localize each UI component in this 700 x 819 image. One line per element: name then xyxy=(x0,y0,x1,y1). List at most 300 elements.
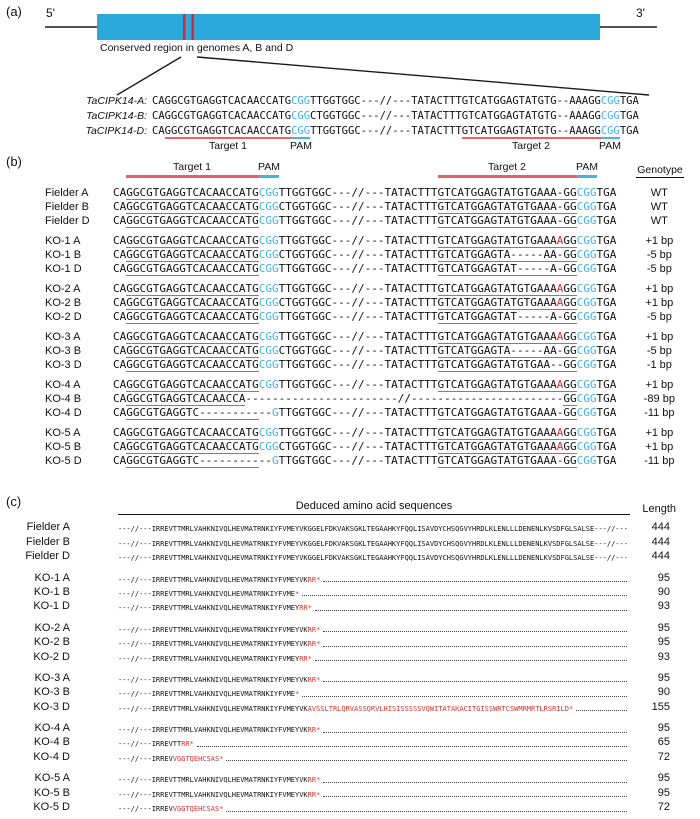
sequence-segment: ---//---IRREVTTMRLVAHKNIVQLHEVMATRNKIYFVMEY xyxy=(118,654,300,663)
sequence-segment: * xyxy=(295,589,300,598)
pam2-label: PAM xyxy=(576,161,598,173)
sequence-segment: CGG xyxy=(258,248,279,261)
genotype-value: -5 bp xyxy=(646,311,672,323)
sequence-segment: GTCATGGAGTATGTGAAA xyxy=(437,378,557,391)
sequence-group xyxy=(0,770,700,813)
genotype-value: WT xyxy=(650,201,668,213)
sequence-segment: CGG xyxy=(576,426,597,439)
sequence-segment: CGG xyxy=(258,426,279,439)
row-label: KO-2 D xyxy=(45,311,82,323)
sequence-segment: CTGGTGGC---//---TATACTTTGTCATGGAGTATGTG--AAAGG xyxy=(310,110,601,122)
sequence-segment: GTCATGGAGTATGTG--AAAGG xyxy=(461,125,601,137)
sequence-segment: ---//---IRREVTTMRLVAHKNIVQLHEVMATRNKIYFVMEYVKGGELFDKVAKSGKLTEGAAHKYFQQLISAVDYCHSQGVYHRDLKLENLLLDENENLKVSDFGLSALSE---//--- xyxy=(118,554,628,563)
sequence-segment: ---//---IRREVTTMRLVAHKNIVQLHEVMATRNKIYFVME xyxy=(118,589,296,598)
row-ko-4-b xyxy=(0,392,700,406)
sequence-segment: RR* xyxy=(307,776,321,785)
sequence-segment: GGCGTGAGGTCACAACCATG xyxy=(126,262,259,275)
row-ko-5-d xyxy=(0,454,700,468)
sequence-segment: CGG xyxy=(258,330,279,343)
sequence xyxy=(118,791,630,799)
sequence-segment: TGA xyxy=(619,125,639,137)
sequence-segment: -----------------------//----------------------- xyxy=(245,392,564,405)
sequence-segment: TGA xyxy=(596,234,617,247)
sequence-segment: A xyxy=(556,378,564,391)
length-value: 95 xyxy=(657,772,670,785)
genotype-value: -5 bp xyxy=(646,249,672,261)
sequence-group xyxy=(0,720,700,763)
sequence-segment: CGG xyxy=(258,344,279,357)
dotted-leader xyxy=(323,681,627,682)
row-tacipk14-a xyxy=(0,95,700,110)
row-ko-1-b xyxy=(0,584,700,598)
sequence-segment: GG xyxy=(563,330,577,343)
sequence-segment: VGGTQEHCSAS* xyxy=(172,805,224,814)
pam2-label: PAM xyxy=(599,140,621,152)
sequence-segment: TGA xyxy=(596,454,617,467)
dotted-leader xyxy=(315,610,627,611)
sequence-segment: CGG xyxy=(576,262,597,275)
sequence-segment: RR* xyxy=(299,604,312,613)
sequence-group xyxy=(0,426,700,468)
sequence-segment: ---//---IRREVTTMRLVAHKNIVQLHEVMATRNKIYFVMEYVKGGELFDKVAKSGKLTEGAAHKYFQQLISAVDYCHSQGVYHRDLKLENLLLDENENLKVSDFGLSALSE---//--- xyxy=(118,525,628,534)
length-value: 95 xyxy=(657,786,670,799)
row-label: TaCIPK14-A: xyxy=(86,95,147,107)
length-value: 93 xyxy=(657,650,670,663)
sequence-segment: GGCGTGAGGTCACAACCATG xyxy=(126,214,259,227)
sequence-segment: ---//---IRREVTTMRLVAHKNIVQLHEVMATRNKIYFVMEYVK xyxy=(118,790,308,799)
row-label: KO-4 D xyxy=(45,407,82,419)
genotype-header: Genotype xyxy=(637,164,683,176)
sequence xyxy=(118,805,630,813)
sequence-segment: CA xyxy=(113,358,127,371)
length-value: 95 xyxy=(657,722,670,735)
length-value: 72 xyxy=(657,801,670,814)
zoom-connector-right xyxy=(197,57,649,95)
sequence-group xyxy=(0,569,700,612)
sequence-segment: TTGGTGGC---//---TATACTTT xyxy=(278,454,438,467)
row-ko-5-b xyxy=(0,440,700,454)
sequence-segment: GGCGTGAGGTCACAACCATG xyxy=(126,248,259,261)
sequence-segment: GGCGTGAGGTCACAACCATG xyxy=(126,330,259,343)
sequence-segment: TTGGTGGC---//---TATACTTT xyxy=(278,186,438,199)
sequence-segment: CAGGCGTGAGGTCACAACCATG xyxy=(152,95,292,107)
sequence-segment: TGA xyxy=(596,344,617,357)
sequence-segment: TTGGTGGC---//---TATACTTT xyxy=(310,125,462,137)
sequence-segment: TTGGTGGC---//---TATACTTT xyxy=(278,426,438,439)
panel-a-label: (a) xyxy=(6,4,22,19)
sequence-segment: GGCGTGAGGTC--------- xyxy=(126,454,259,467)
sequence-segment: ---//---IRREVTTMRLVAHKNIVQLHEVMATRNKIYFVMEYVKGGELFDKVAKSGKLTEGAAHKYFQQLISAVDYCHSQGVYHRDLKLENLLLDENENLKVSDFGLSALSE---//--- xyxy=(118,539,628,548)
sequence xyxy=(118,540,630,548)
sequence-segment: CGG xyxy=(600,110,620,122)
row-label: TaCIPK14-D: xyxy=(85,125,147,137)
sequence xyxy=(113,330,616,343)
sequence-segment: ---//---IRREVTTMRLVAHKNIVQLHEVMATRNKIYFVMEY xyxy=(118,604,300,613)
sequence-segment: CGG xyxy=(258,186,279,199)
sequence-segment: GTCATGGAGTATGTGAAA xyxy=(437,234,557,247)
row-label: KO-1 B xyxy=(45,249,82,261)
sequence-segment: CA xyxy=(113,426,127,439)
row-label: KO-4 A xyxy=(45,379,81,391)
sequence-segment: TTGGTGGC---//---TATACTTTGTCATGGAGTATGTG--AAAGG xyxy=(310,95,601,107)
sequence-segment: A xyxy=(556,330,564,343)
sequence-segment: TGA xyxy=(596,330,617,343)
row-ko-2-b xyxy=(0,296,700,310)
row-label: Fielder A xyxy=(45,187,89,199)
sequence-segment: GG xyxy=(563,296,577,309)
sequence-segment: GGCGTGAGGTCACAACCATG xyxy=(126,440,259,453)
genotype-value: +1 bp xyxy=(645,331,674,343)
row-label: Fielder A xyxy=(26,521,70,534)
sequence-segment: GTCATGGAGTATGTGAAA-GG xyxy=(437,214,577,227)
sequence-segment: CA xyxy=(113,282,127,295)
length-value: 90 xyxy=(657,686,670,699)
sequence-segment: GGCGTGAGGTCACAACCATG xyxy=(126,310,259,323)
sequence xyxy=(152,125,639,137)
sequence-segment: CGG xyxy=(258,440,279,453)
sequence-segment: ---//---IRREV xyxy=(118,754,173,763)
row-label: KO-1 D xyxy=(33,600,70,613)
sequence xyxy=(113,282,616,295)
sequence-segment: TGA xyxy=(596,378,617,391)
row-label: Fielder D xyxy=(45,215,90,227)
genotype-value: -1 bp xyxy=(646,359,672,371)
target2-label: Target 2 xyxy=(488,161,526,173)
sequence-segment: TGA xyxy=(596,282,617,295)
row-label: KO-2 A xyxy=(45,283,81,295)
sequence-segment: TGA xyxy=(596,406,617,419)
sequence-segment: ---//---IRREV xyxy=(118,805,173,814)
pam1-label: PAM xyxy=(258,161,280,173)
sequence-segment: A xyxy=(556,282,564,295)
sequence xyxy=(118,755,630,763)
alignment-header xyxy=(0,160,700,186)
sequence-segment: GGCGTGAGGTCACAACCATG xyxy=(126,426,259,439)
zoom-connector-left xyxy=(117,57,181,95)
sequence-segment: CA xyxy=(113,296,127,309)
sequence-segment: TGA xyxy=(596,200,617,213)
sequence-segment: GTCATGGAGTATGTGAAA xyxy=(437,282,557,295)
sequence-segment: GTCATGGAGTATGTGAAA xyxy=(437,440,557,453)
sequence-segment: ---//---IRREVTTMRLVAHKNIVQLHEVMATRNKIYFVMEYVK xyxy=(118,675,308,684)
dotted-leader xyxy=(226,760,627,761)
sequence-segment: CGG xyxy=(576,440,597,453)
sequence-segment: * xyxy=(295,690,300,699)
row-label: KO-2 D xyxy=(33,650,70,663)
sequence-segment: GGCGTGAGGTC--------- xyxy=(126,406,259,419)
row-ko-3-d xyxy=(0,358,700,372)
sequence xyxy=(113,310,616,323)
row-ko-1-a xyxy=(0,234,700,248)
sequence-segment: GG xyxy=(563,426,577,439)
sequence-segment: TGA xyxy=(596,248,617,261)
sequence-segment: TTGGTGGC---//---TATACTTT xyxy=(278,282,438,295)
sequence-group xyxy=(0,330,700,372)
dotted-leader xyxy=(197,746,627,747)
sequence-segment: AVSSLTRLQRVASSQRVLHISISSSSSVQWITATAKACITGISSWRTCSWMRMRTLRSRILD* xyxy=(307,704,574,713)
row-label: KO-5 B xyxy=(45,441,82,453)
row-label: KO-4 A xyxy=(34,722,70,735)
row-label: Fielder D xyxy=(25,550,70,563)
sequence-group xyxy=(0,282,700,324)
length-value: 65 xyxy=(657,736,670,749)
sequence xyxy=(113,344,616,357)
sequence-segment: CTGGTGGC---//---TATACTTT xyxy=(278,296,438,309)
row-tacipk14-b xyxy=(0,110,700,125)
sequence-segment: GGCGTGAGGTCACAACCATG xyxy=(126,234,259,247)
row-ko-2-d xyxy=(0,648,700,662)
row-fielder-a xyxy=(0,519,700,533)
row-ko-2-d xyxy=(0,310,700,324)
sequence-segment: GTCATGGAGTAT-----A-GG xyxy=(437,310,577,323)
length-value: 444 xyxy=(651,535,670,548)
sequence-segment: CTGGTGGC---//---TATACTTT xyxy=(278,200,438,213)
sequence-segment: CGG xyxy=(258,310,279,323)
sequence-segment: GGCGTGAGGTCACAACCATG xyxy=(126,378,259,391)
sequence-segment: GGCGTGAGGTCACAACCATG xyxy=(126,296,259,309)
protein-header xyxy=(0,500,700,515)
sequence-segment: GGCGTGAGGTCACAACCATG xyxy=(126,344,259,357)
row-fielder-b xyxy=(0,200,700,214)
row-label: KO-3 B xyxy=(33,686,70,699)
sequence-segment: CGG xyxy=(576,344,597,357)
genotype-value: +1 bp xyxy=(645,441,674,453)
conserved-site-tick-1 xyxy=(183,14,185,40)
sequence-segment: CA xyxy=(113,234,127,247)
row-label: KO-3 D xyxy=(33,700,70,713)
sequence-segment: -- xyxy=(258,406,272,419)
sequence-segment: CA xyxy=(113,248,127,261)
sequence-segment: TTGGTGGC---//---TATACTTT xyxy=(278,310,438,323)
row-label: Fielder B xyxy=(45,201,90,213)
sequence-segment: CGG xyxy=(600,95,620,107)
row-label: Fielder B xyxy=(25,535,70,548)
sequence-segment: CGG xyxy=(576,200,597,213)
target1-label: Target 1 xyxy=(173,161,211,173)
conserved-region-caption: Conserved region in genomes A, B and D xyxy=(100,42,294,54)
row-ko-4-a xyxy=(0,720,700,734)
row-ko-1-b xyxy=(0,248,700,262)
sequence-segment: TTGGTGGC---//---TATACTTT xyxy=(278,330,438,343)
genotype-header-cell xyxy=(631,160,689,178)
sequence xyxy=(118,690,630,698)
sequence-segment: CA xyxy=(113,186,127,199)
sequence xyxy=(113,406,616,419)
row-label: KO-3 A xyxy=(45,331,81,343)
length-value: 155 xyxy=(651,700,670,713)
dotted-leader xyxy=(323,631,627,632)
panel-b-alignment xyxy=(0,186,700,468)
row-ko-5-a xyxy=(0,426,700,440)
dotted-leader xyxy=(315,660,627,661)
sequence-segment: TGA xyxy=(596,392,617,405)
sequence xyxy=(118,740,630,748)
sequence-segment: ---//---IRREVTTMRLVAHKNIVQLHEVMATRNKIYFVMEYVK xyxy=(118,575,308,584)
sequence-segment: GTCATGGAGTA-----AA-GG xyxy=(437,248,577,261)
sequence xyxy=(118,726,630,734)
pam2-bar xyxy=(577,175,597,178)
panel-b xyxy=(0,148,700,474)
length-value: 95 xyxy=(657,671,670,684)
sequence-segment: ---//---IRREVTTMRLVAHKNIVQLHEVMATRNKIYFVMEYVK xyxy=(118,704,308,713)
genotype-value: +1 bp xyxy=(645,427,674,439)
sequence-segment: GGCGTGAGGTCACAACCA xyxy=(126,392,246,405)
sequence-segment: CA xyxy=(113,214,127,227)
dotted-leader xyxy=(323,581,627,582)
sequence-segment: CGG xyxy=(600,125,620,137)
sequence-segment: RR* xyxy=(299,654,312,663)
sequence-segment: RR* xyxy=(307,575,321,584)
sequence xyxy=(118,590,630,598)
sequence xyxy=(113,262,616,275)
row-label: KO-4 D xyxy=(33,750,70,763)
sequence-segment: TGA xyxy=(596,440,617,453)
genotype-value: -89 bp xyxy=(643,393,675,405)
panel-c xyxy=(0,486,700,819)
sequence-segment: TTGGTGGC---//---TATACTTT xyxy=(278,214,438,227)
sequence-segment: CGG xyxy=(576,330,597,343)
row-label: KO-1 A xyxy=(34,571,70,584)
genotype-value: +1 bp xyxy=(645,379,674,391)
sequence xyxy=(118,525,630,533)
sequence xyxy=(113,214,616,227)
sequence-segment: GTCATGGAGTATGTGAAA xyxy=(437,330,557,343)
row-label: KO-2 B xyxy=(33,636,70,649)
length-value: 90 xyxy=(657,585,670,598)
gene-bar xyxy=(97,14,600,40)
sequence-segment: G xyxy=(271,454,279,467)
deduced-sequences-title: Deduced amino acid sequences xyxy=(118,500,630,515)
sequence xyxy=(113,454,616,467)
row-ko-2-b xyxy=(0,634,700,648)
sequence-segment: CGG xyxy=(576,310,597,323)
genotype-value: -11 bp xyxy=(644,407,675,419)
sequence xyxy=(113,378,616,391)
row-label: KO-5 B xyxy=(33,786,70,799)
header-target-annotations xyxy=(113,160,617,186)
sequence-segment: CGG xyxy=(258,282,279,295)
sequence-segment: CGG xyxy=(576,214,597,227)
sequence-segment: CGG xyxy=(576,234,597,247)
sequence-segment: CA xyxy=(113,378,127,391)
sequence-group xyxy=(0,95,700,140)
sequence xyxy=(118,705,630,713)
row-ko-1-a xyxy=(0,569,700,583)
sequence-group xyxy=(0,234,700,276)
sequence xyxy=(113,392,616,405)
sequence-segment: CGG xyxy=(576,248,597,261)
sequence-segment: RR* xyxy=(307,640,321,649)
sequence-segment: CA xyxy=(113,330,127,343)
sequence xyxy=(118,626,630,634)
sequence-segment: A xyxy=(556,440,564,453)
sequence-segment: CGG xyxy=(576,454,597,467)
sequence-segment: GTCATGGAGTATGTGAAA-GG xyxy=(437,454,577,467)
panel-b-label: (b) xyxy=(6,154,22,169)
sequence-segment: CTGGTGGC---//---TATACTTT xyxy=(278,344,438,357)
length-value: 444 xyxy=(651,521,670,534)
sequence-segment: GTCATGGAGTA-----AA-GG xyxy=(437,344,577,357)
sequence-segment: CA xyxy=(113,262,127,275)
sequence-segment: CGG xyxy=(576,282,597,295)
row-label: KO-1 D xyxy=(45,263,82,275)
sequence-segment: CA xyxy=(113,344,127,357)
sequence-segment: CGG xyxy=(576,406,597,419)
sequence-segment: TGA xyxy=(596,358,617,371)
sequence-segment: CA xyxy=(113,310,127,323)
sequence-segment: RR* xyxy=(307,726,321,735)
sequence-segment: CGG xyxy=(258,214,279,227)
sequence-segment: CA xyxy=(113,454,127,467)
sequence-segment: GGCGTGAGGTCACAACCATG xyxy=(126,358,259,371)
sequence-segment: CGG xyxy=(258,234,279,247)
sequence-segment: GTCATGGAGTATGTGAAA-GG xyxy=(437,186,577,199)
sequence-segment: TGA xyxy=(596,310,617,323)
sequence-group xyxy=(0,519,700,562)
sequence-segment: GTCATGGAGTATGTGAAA-GG xyxy=(437,406,577,419)
row-ko-4-b xyxy=(0,734,700,748)
sequence xyxy=(113,358,616,371)
row-ko-3-b xyxy=(0,344,700,358)
row-ko-3-d xyxy=(0,698,700,712)
sequence-segment: ---//---IRREVTTMRLVAHKNIVQLHEVMATRNKIYFVMEYVK xyxy=(118,776,308,785)
genotype-value: -11 bp xyxy=(644,455,675,467)
genotype-value: -5 bp xyxy=(646,345,672,357)
sequence-segment: ---//---IRREVTTMRLVAHKNIVQLHEVMATRNKIYFVMEYVK xyxy=(118,726,308,735)
row-ko-3-b xyxy=(0,684,700,698)
sequence-segment: TGA xyxy=(596,214,617,227)
sequence-segment: A xyxy=(556,234,564,247)
sequence-segment: CGG xyxy=(576,392,597,405)
sequence-segment: CAGGCGTGAGGTCACAACCATG xyxy=(152,110,292,122)
sequence-segment: CGG xyxy=(291,110,311,122)
sequence xyxy=(113,426,616,439)
sequence-segment: TTGGTGGC---//---TATACTTT xyxy=(278,234,438,247)
sequence-segment: -- xyxy=(258,454,272,467)
panel-a-sequences xyxy=(0,95,700,140)
sequence xyxy=(118,576,630,584)
sequence-segment: GTCATGGAGTATGTGAAA xyxy=(437,296,557,309)
sequence-segment: CGG xyxy=(291,125,311,137)
sequence-segment: CGG xyxy=(258,378,279,391)
target2-bar xyxy=(438,175,577,178)
dotted-leader xyxy=(323,646,627,647)
sequence-group xyxy=(0,378,700,420)
sequence-segment: A xyxy=(556,426,564,439)
sequence-segment: TGA xyxy=(596,262,617,275)
row-ko-2-a xyxy=(0,619,700,633)
panel-c-label: (c) xyxy=(6,494,22,509)
three-prime-label: 3' xyxy=(636,6,645,20)
sequence xyxy=(152,95,639,107)
genotype-value: +1 bp xyxy=(645,297,674,309)
row-fielder-d xyxy=(0,214,700,228)
sequence-segment: CGG xyxy=(576,358,597,371)
genotype-value: WT xyxy=(650,187,668,199)
sequence xyxy=(113,234,616,247)
target2-label: Target 2 xyxy=(512,140,550,152)
sequence-segment: CA xyxy=(113,406,127,419)
genotype-value: -5 bp xyxy=(646,263,672,275)
sequence-segment: ---//---IRREVTT xyxy=(118,740,182,749)
sequence xyxy=(113,296,616,309)
row-ko-1-d xyxy=(0,598,700,612)
sequence-segment: RR* xyxy=(307,675,321,684)
row-label: KO-2 A xyxy=(34,621,70,634)
panel-c-alignment xyxy=(0,519,700,813)
sequence-segment: CGG xyxy=(576,296,597,309)
target1-label: Target 1 xyxy=(209,140,247,152)
